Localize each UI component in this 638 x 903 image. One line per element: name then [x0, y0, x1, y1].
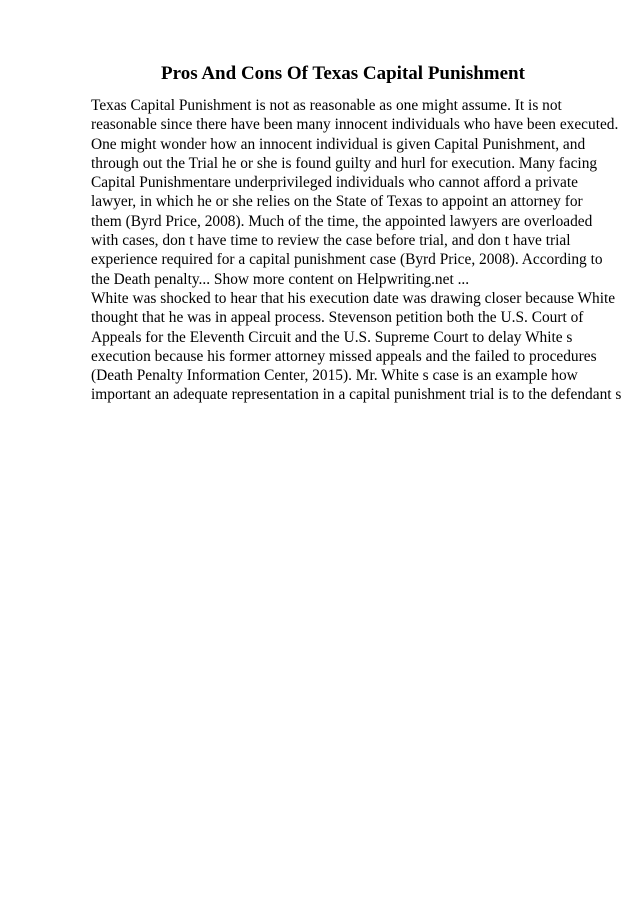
document-body [91, 96, 622, 405]
body-line: (Death Penalty Information Center, 2015). Mr. White s case is an example how [91, 367, 578, 385]
document-title: Pros And Cons Of Texas Capital Punishment [161, 63, 525, 84]
body-line: Texas Capital Punishment is not as reasonable as one might assume. It is not [91, 97, 562, 114]
body-line: Appeals for the Eleventh Circuit and the U.S. Supreme Court to delay White s [91, 328, 573, 346]
body-line: important an adequate representation in a capital punishment trial is to the defendant s [91, 386, 622, 404]
body-line: through out the Trial he or she is found guilty and hurl for execution. Many facing [91, 154, 598, 172]
body-line: lawyer, in which he or she relies on the State of Texas to appoint an attorney for [91, 193, 583, 211]
body-line: them (Byrd Price, 2008). Much of the time, the appointed lawyers are overloaded [91, 212, 593, 230]
body-line: the Death penalty... Show more content on Helpwriting.net ... [91, 270, 470, 288]
body-line: experience required for a capital punishment case (Byrd Price, 2008). According to [91, 251, 603, 269]
body-line: Capital Punishmentare underprivileged individuals who cannot afford a private [91, 174, 578, 192]
body-line: One might wonder how an innocent individual is given Capital Punishment, and [91, 135, 586, 153]
body-line: execution because his former attorney missed appeals and the failed to procedures [91, 347, 597, 365]
body-line: with cases, don t have time to review the case before trial, and don t have trial [91, 232, 571, 250]
body-line: reasonable since there have been many innocent individuals who have been executed. [91, 116, 619, 134]
body-line: White was shocked to hear that his execution date was drawing closer because White [91, 289, 616, 307]
body-line: thought that he was in appeal process. Stevenson petition both the U.S. Court of [91, 309, 584, 327]
